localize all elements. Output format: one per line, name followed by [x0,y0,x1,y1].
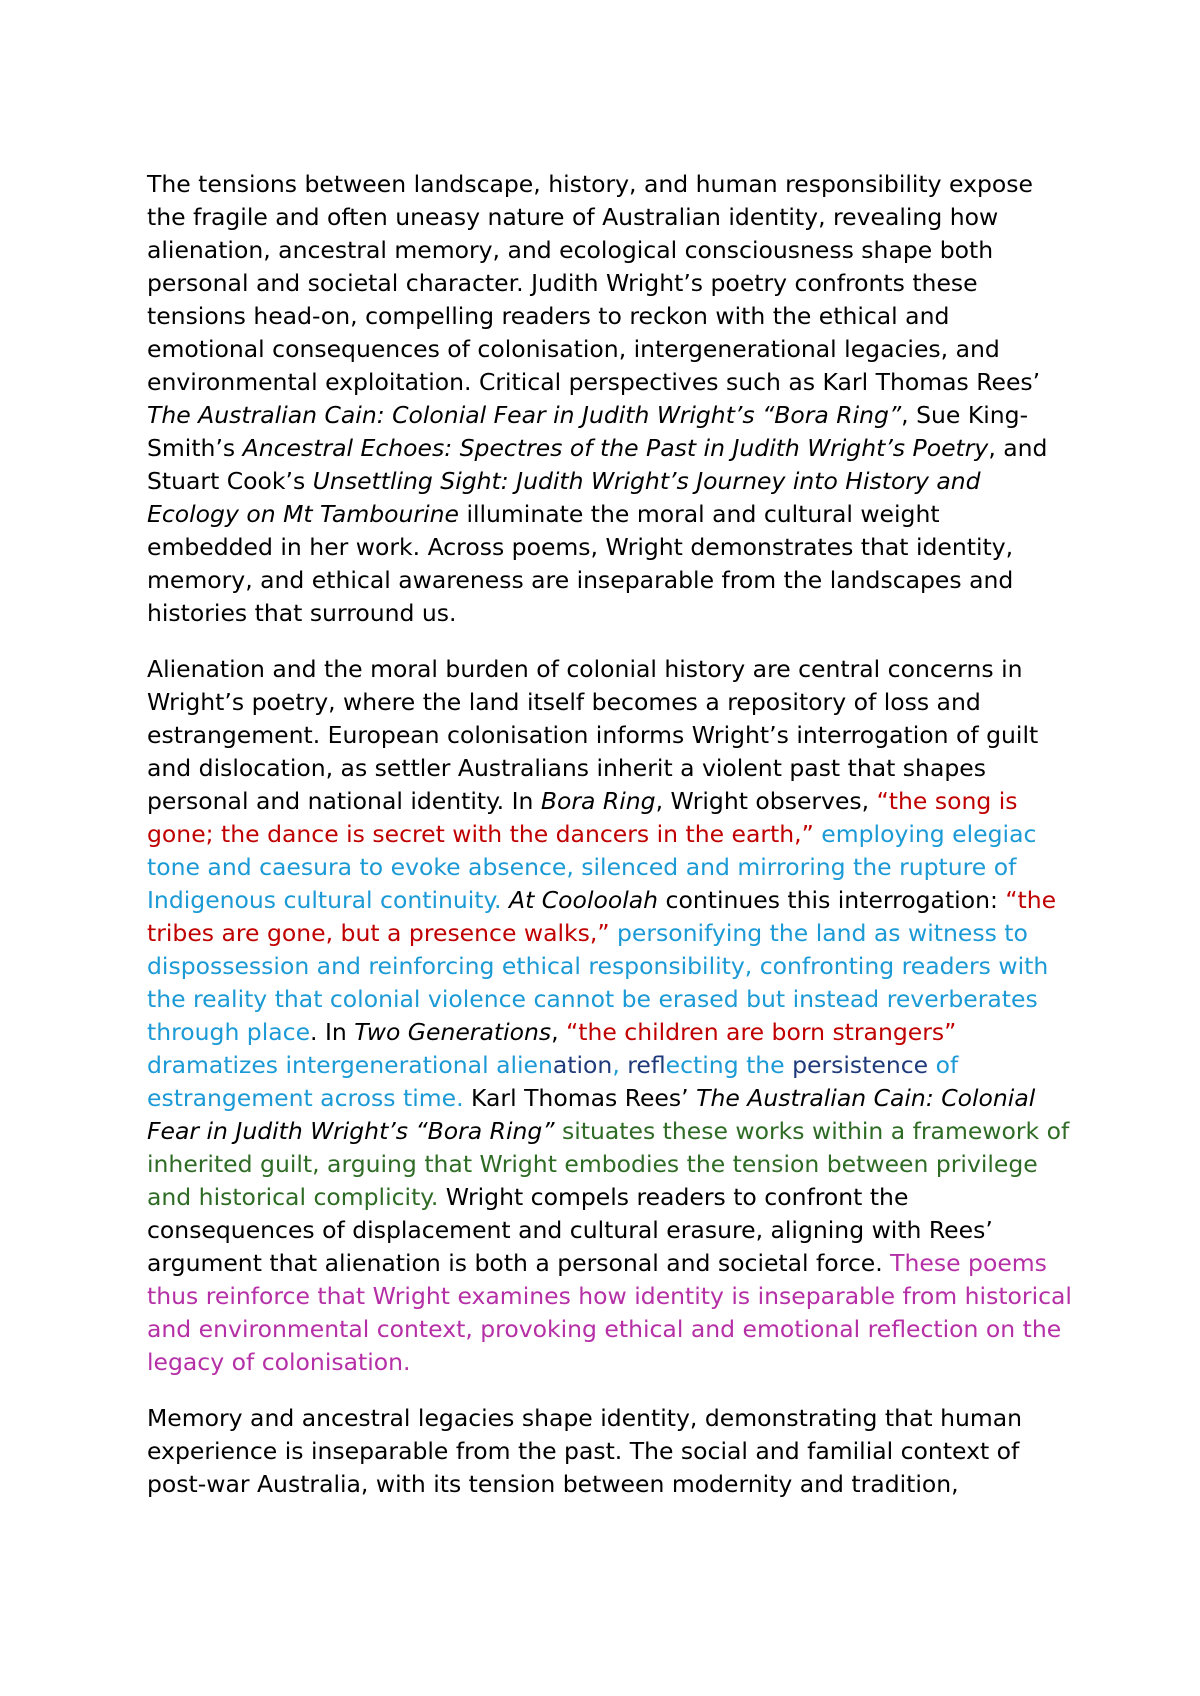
text-run: ref [627,1051,666,1079]
text-run: continues this interrogation: [658,886,1006,914]
text-run: , [612,1051,628,1079]
text-run: personifying the land as witness to dispossession and reinforcing ethical responsibility, confronting readers with the reality that colonial violence cannot be erased but instead reverberates through place [147,919,1056,1046]
text-run: Alienation and the moral burden of colonial history are central concerns in Wright’s poetry, where the land itself becomes a repository of loss and estrangement. European colonisation informs Wright’s interrogation of guilt and dislocation, as settler Australians inherit a violent past that shapes personal and national identity. In [147,655,1046,815]
italic-text-run: Unsettling Sight: Judith Wright’s Journey into History and Ecology on Mt Tambourine [147,467,989,528]
italic-text-run: Two Generations [354,1018,552,1046]
text-run: Memory and ancestral legacies shape identity, demonstrating that human experience is inseparable from the past. The social and familial context of post-war Australia, with its tension between modernity and tradition, [147,1404,1030,1498]
italic-text-run: Ancestral Echoes: Spectres of the Past in Judith Wright’s Poetry [242,434,989,462]
text-run: “the song is gone; the dance is secret with the dancers in the earth,” [147,787,1025,848]
text-run: These poems thus reinforce that Wright examines how identity is inseparable from historical and environmental context, provoking ethical and emotional reflection on the legacy of colonisation. [147,1249,1080,1376]
document-body [147,168,1080,1524]
italic-text-run: Bora Ring [540,787,656,815]
text-run: . In [310,1018,355,1046]
text-run: situates these works within a framework of inherited guilt, arguing that Wright embodies the tension between privilege and historical complicity. [147,1117,1077,1211]
text-run: ation [552,1051,613,1079]
italic-text-run: The Australian Cain: Colonial Fear in Judith Wright’s “Bora Ring” [147,401,902,429]
text-run: , Wright observes, [655,787,877,815]
paragraph-2 [147,653,1080,1379]
paragraph-1 [147,168,1072,630]
italic-text-run: At Cooloolah [509,886,659,914]
text-run: “the tribes are gone, but a presence walks,” [147,886,1064,947]
text-run: persistence [792,1051,929,1079]
text-run: “the children are born strangers” [566,1018,957,1046]
text-run: dramatizes intergenerational alien [147,1018,964,1079]
text-run: The tensions between landscape, history, and human responsibility expose the fragile and often uneasy nature of Australian identity, revealing how alienation, ancestral memory, and ecological consciousness shape both personal and societal character. Judith Wright’s poetry confronts these tensions head-on, compelling readers to reckon with the ethical and emotional consequences of colonisation, intergenerational legacies, and environmental exploitation. Critical perspectives such as Karl Thomas Rees’ [147,170,1048,396]
text-run: , [551,1018,567,1046]
text-run: , and Stuart Cook’s [147,434,1055,495]
paragraph-3 [147,1402,1072,1501]
text-run: Wright compels readers to confront the consequences of displacement and cultural erasure, aligning with Rees’ argument that alienation is both a personal and societal force. [147,1183,1001,1277]
text-run: lecting the [665,1051,793,1079]
text-run: employing elegiac tone and caesura to evoke absence, silenced and mirroring the rupture of Indigenous cultural continuity. [147,820,1044,914]
text-run: illuminate the moral and cultural weight embedded in her work. Across poems, Wright demonstrates that identity, memory, and ethical awareness are inseparable from the landscapes and histories that surround us. [147,500,1021,627]
italic-text-run: The Australian Cain: Colonial Fear in Judith Wright’s “Bora Ring” [147,1084,1043,1145]
text-run: , Sue King-Smith’s [147,401,1029,462]
text-run: of estrangement across time. [147,1051,966,1112]
text-run: Karl Thomas Rees’ [471,1084,697,1112]
